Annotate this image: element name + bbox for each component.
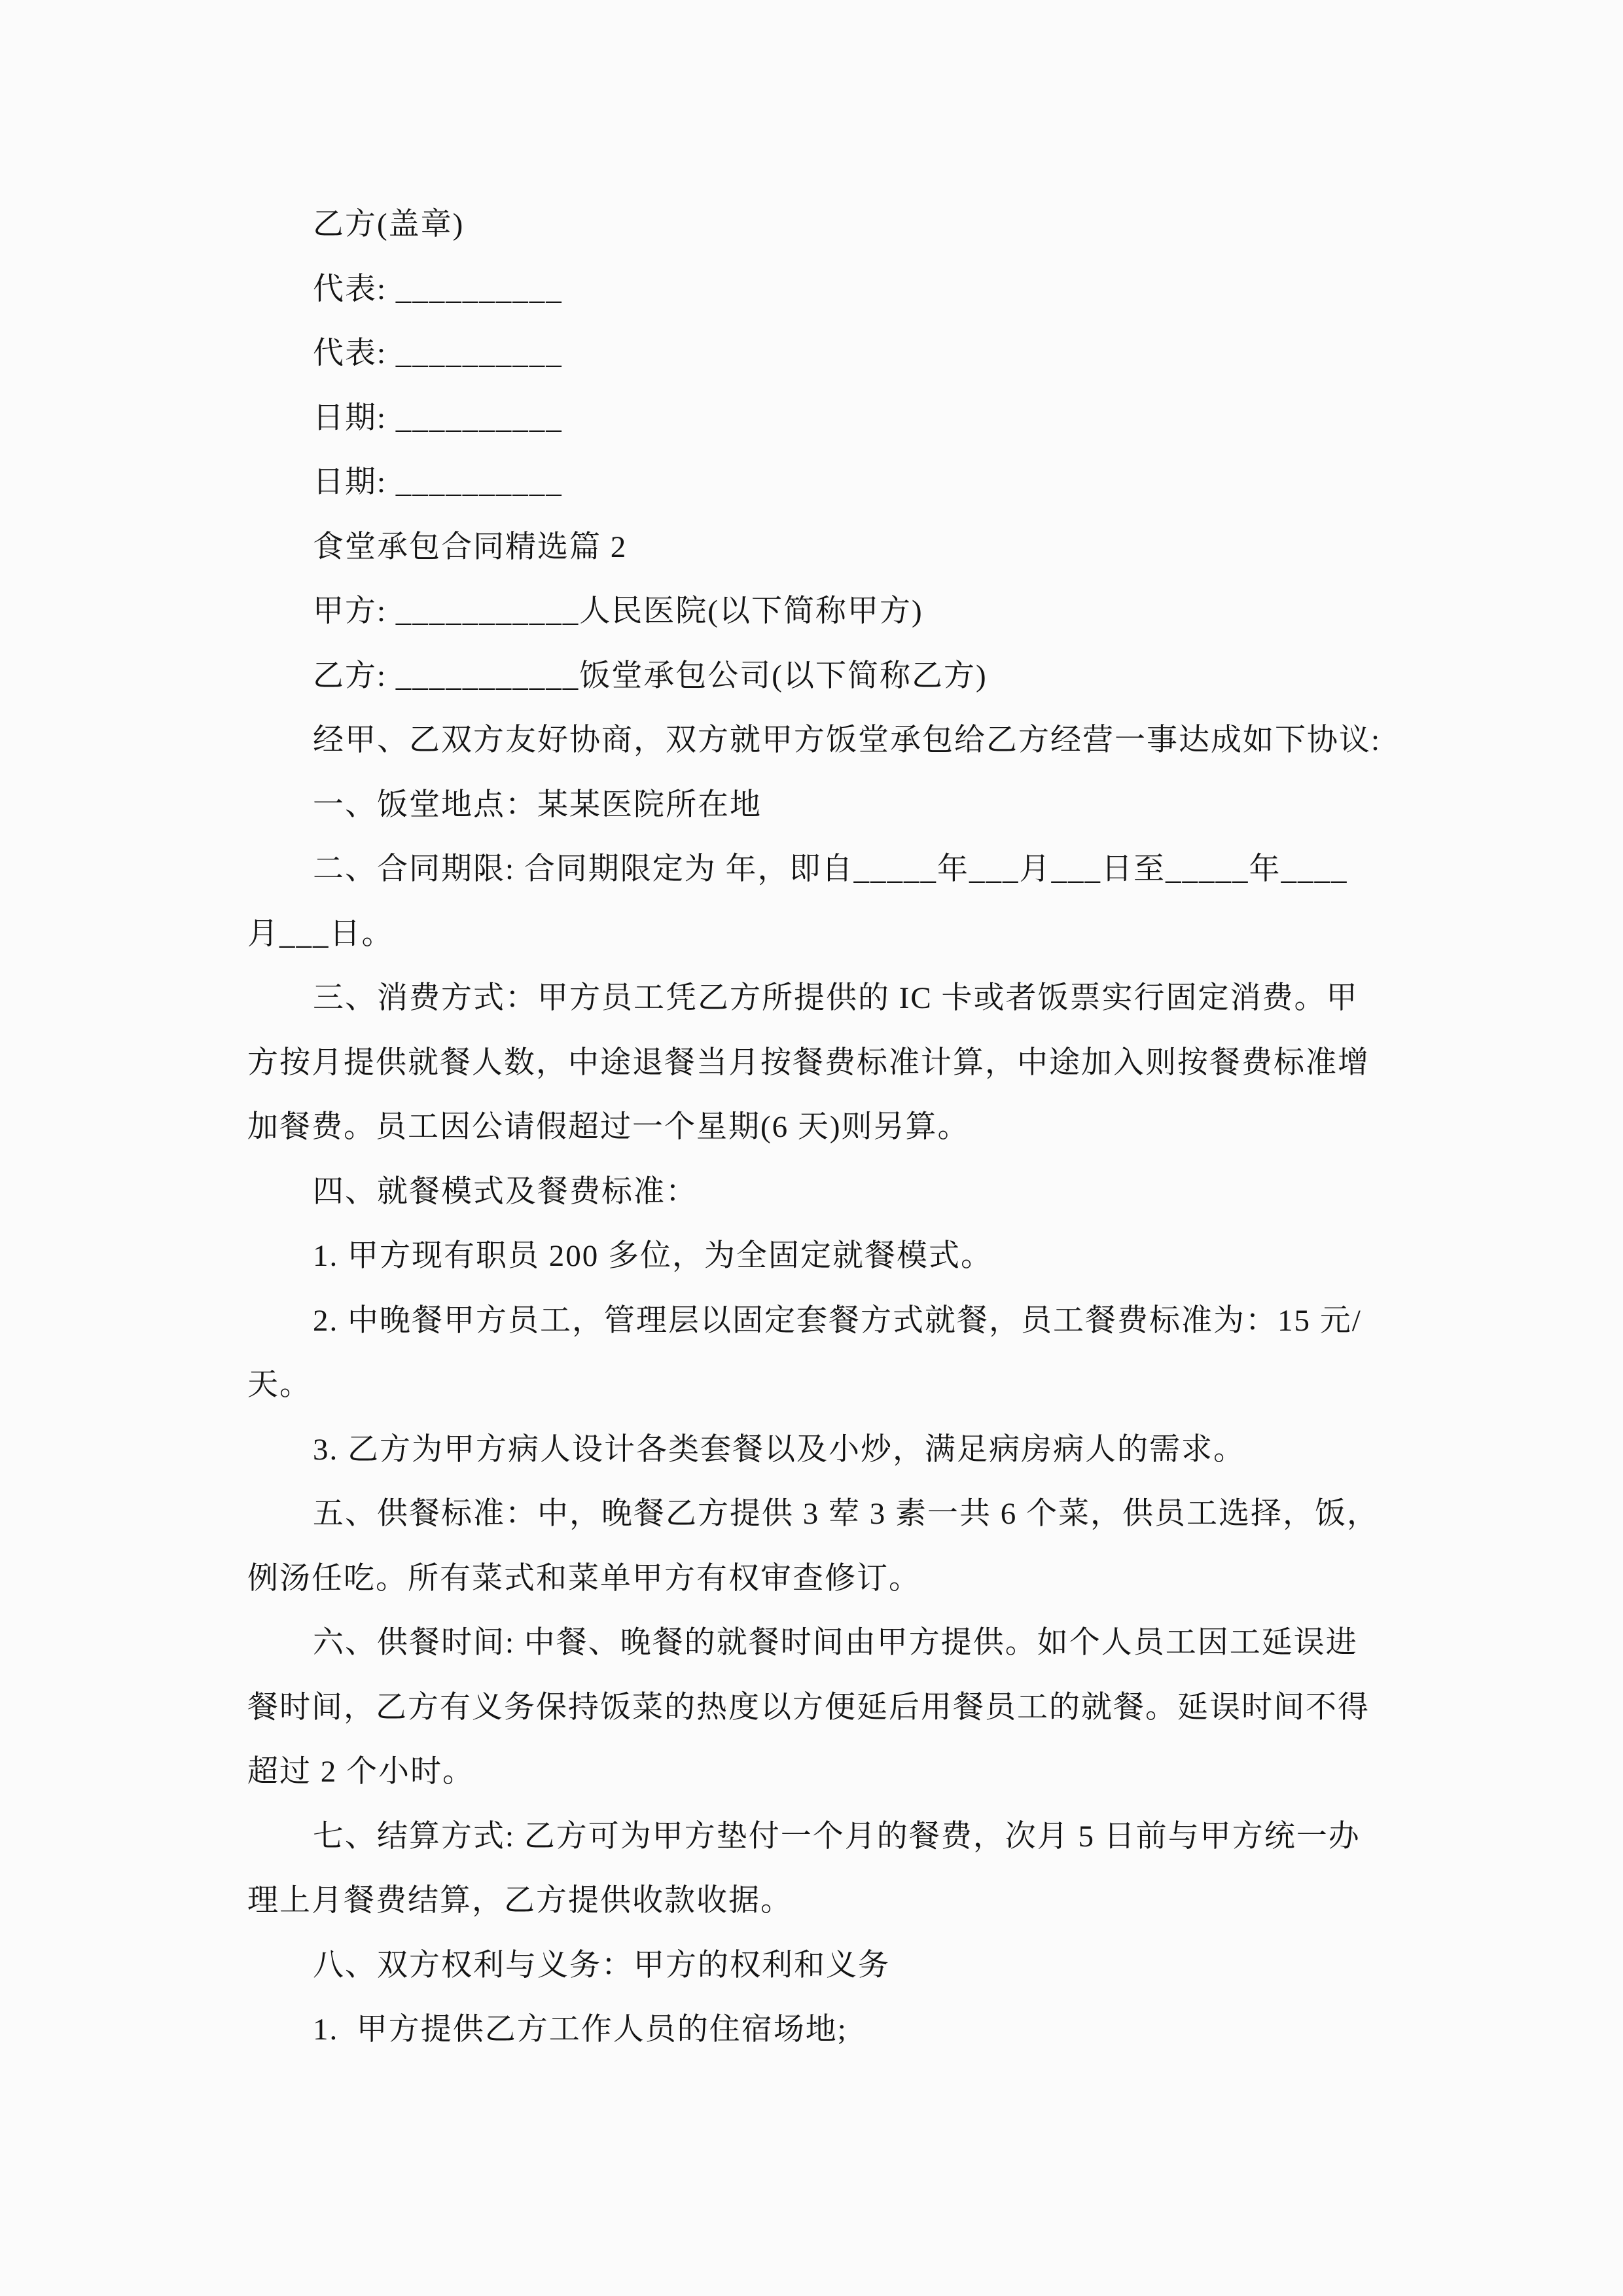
document-line: 月___日。 (247, 916, 394, 951)
document-line: 三、消费方式：甲方员工凭乙方所提供的 IC 卡或者饭票实行固定消费。甲 (313, 981, 1359, 1015)
document-line: 四、就餐模式及餐费标准： (313, 1174, 698, 1209)
document-line: 日期: __________ (313, 465, 563, 499)
document-line: 方按月提供就餐人数，中途退餐当月按餐费标准计算，中途加入则按餐费标准增 (247, 1045, 1370, 1080)
document-line: 乙方: ___________饭堂承包公司(以下简称乙方) (313, 658, 988, 693)
document-line: 七、结算方式: 乙方可为甲方垫付一个月的餐费，次月 5 日前与甲方统一办 (313, 1819, 1361, 1854)
document-line: 1. 甲方现有职员 200 多位，为全固定就餐模式。 (313, 1239, 993, 1273)
document-line: 一、饭堂地点：某某医院所在地 (313, 787, 762, 822)
document-line: 1. 甲方提供乙方工作人员的住宿场地; (313, 2013, 847, 2047)
document-line: 代表: __________ (313, 336, 563, 370)
document-line: 六、供餐时间: 中餐、晚餐的就餐时间由甲方提供。如个人员工因工延误进 (313, 1626, 1358, 1660)
document-line: 乙方(盖章) (313, 207, 465, 242)
document-line: 加餐费。员工因公请假超过一个星期(6 天)则另算。 (247, 1110, 970, 1144)
document-line: 2. 中晚餐甲方员工，管理层以固定套餐方式就餐，员工餐费标准为：15 元/ (313, 1303, 1362, 1338)
document-line: 二、合同期限: 合同期限定为 年，即自_____年___月___日至_____年____ (313, 852, 1348, 886)
document-line: 食堂承包合同精选篇 2 (313, 529, 628, 564)
document-line: 八、双方权利与义务：甲方的权利和义务 (313, 1948, 890, 1982)
document-line: 3. 乙方为甲方病人设计各类套餐以及小炒，满足病房病人的需求。 (313, 1432, 1245, 1467)
document-line: 理上月餐费结算，乙方提供收款收据。 (247, 1884, 793, 1918)
document-line: 餐时间，乙方有义务保持饭菜的热度以方便延后用餐员工的就餐。延误时间不得 (247, 1690, 1370, 1725)
document-line: 五、供餐标准：中，晚餐乙方提供 3 荤 3 素一共 6 个菜，供员工选择，饭， (313, 1497, 1379, 1531)
document-body (247, 192, 1419, 2062)
document-line: 天。 (247, 1368, 312, 1402)
document-line: 经甲、乙双方友好协商，双方就甲方饭堂承包给乙方经营一事达成如下协议: (313, 723, 1382, 757)
document-line: 日期: __________ (313, 401, 563, 435)
document-line: 甲方: ___________人民医院(以下简称甲方) (313, 594, 923, 628)
document-line: 代表: __________ (313, 272, 563, 306)
document-line: 超过 2 个小时。 (247, 1755, 474, 1789)
document-line: 例汤任吃。所有菜式和菜单甲方有权审查修订。 (247, 1561, 921, 1596)
